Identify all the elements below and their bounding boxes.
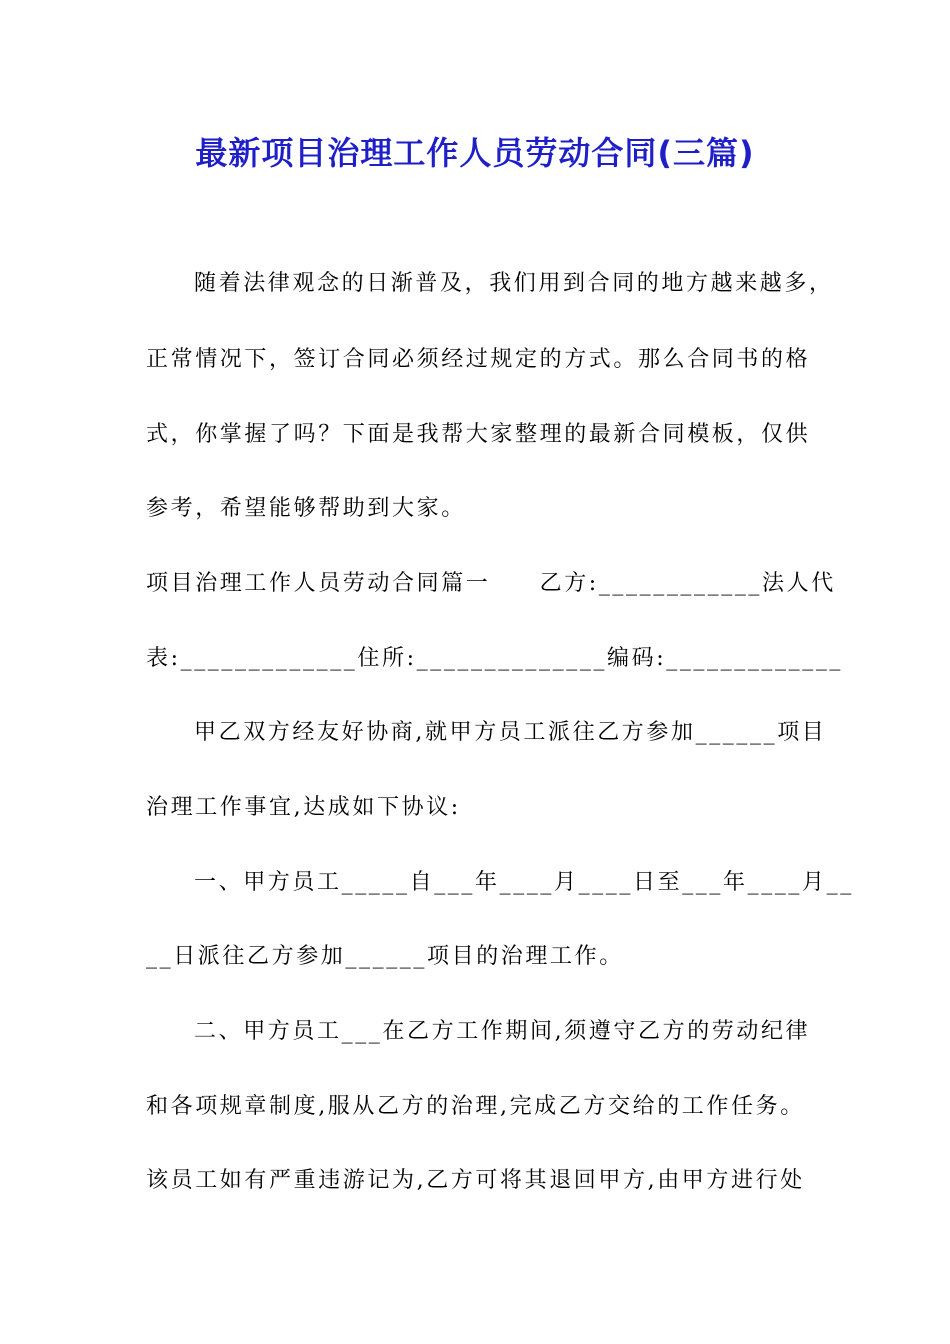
paragraph-line: 参考，希望能够帮助到大家。 [146, 496, 466, 521]
paragraph-line: 治理工作事宜,达成如下协议: [146, 795, 461, 820]
party-fields-line: 表:_____________住所:______________编码:_____________ [146, 646, 844, 671]
clause-line: 该员工如有严重违游记为,乙方可将其退回甲方,由甲方进行处 [146, 1168, 805, 1193]
paragraph-line: 式，你掌握了吗？下面是我帮大家整理的最新合同模板，仅供 [146, 422, 811, 447]
clause-line: 和各项规章制度,服从乙方的治理,完成乙方交给的工作任务。 [146, 1094, 805, 1119]
clause-line: 二、甲方员工___在乙方工作期间,须遵守乙方的劳动纪律 [194, 1019, 811, 1044]
paragraph-line: 正常情况下，签订合同必须经过规定的方式。那么合同书的格 [146, 347, 811, 372]
paragraph-line: 甲乙双方经友好协商,就甲方员工派往乙方参加______项目 [194, 720, 827, 745]
contract-heading-line: 项目治理工作人员劳动合同篇一 乙方:____________法人代 [146, 571, 836, 596]
clause-line: 一、甲方员工_____自___年____月____日至___年____月__ [194, 870, 854, 895]
document-title: 最新项目治理工作人员劳动合同(三篇) [195, 134, 755, 172]
paragraph-line: 随着法律观念的日渐普及，我们用到合同的地方越来越多， [194, 271, 834, 296]
clause-line: __日派往乙方参加______项目的治理工作。 [146, 944, 624, 969]
